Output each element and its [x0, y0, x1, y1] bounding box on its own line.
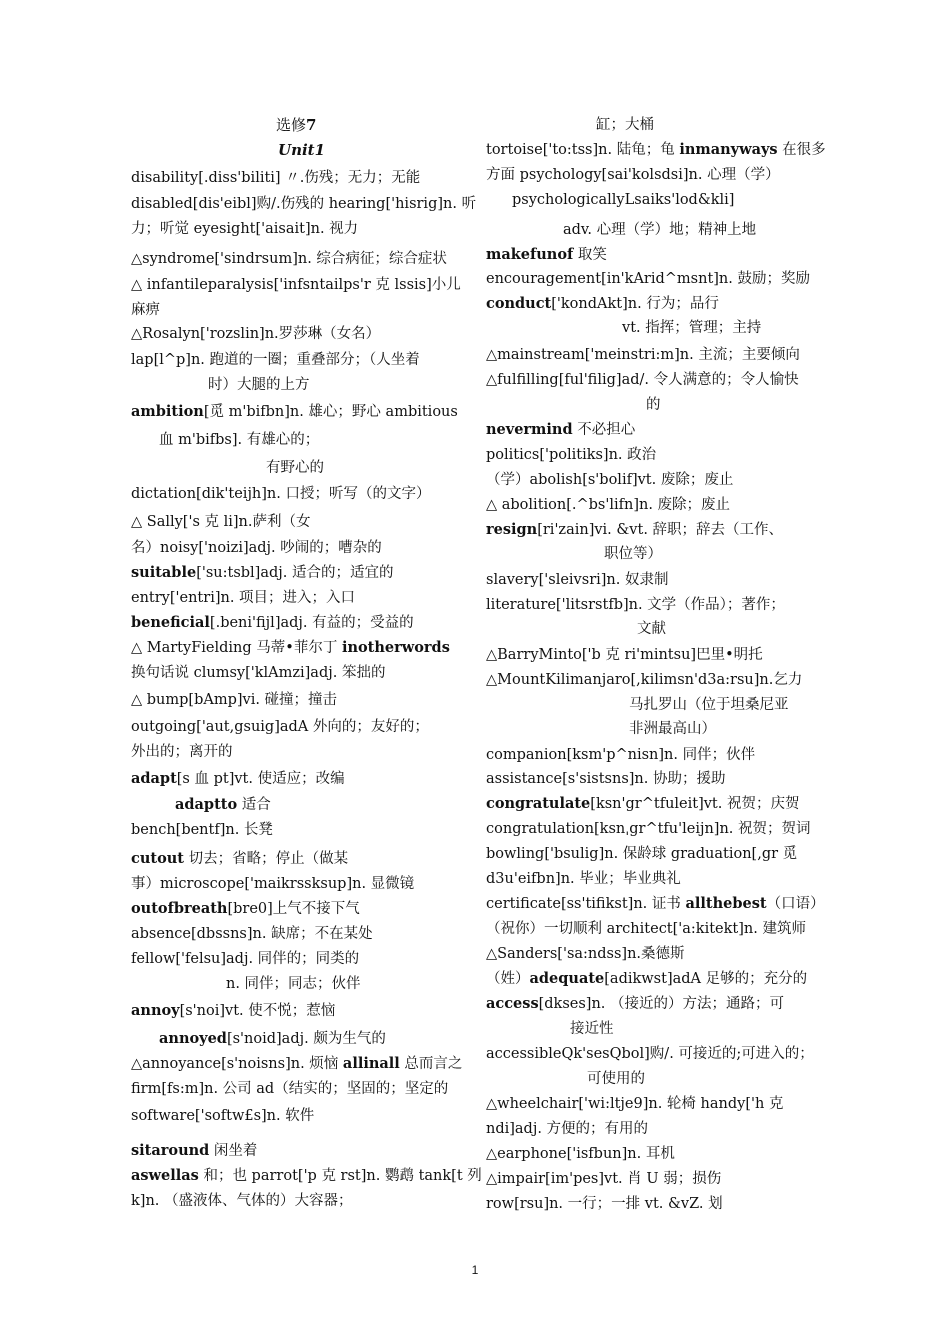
glossary-line — [131, 925, 373, 943]
glossary-line — [131, 276, 461, 294]
glossary-line — [486, 845, 797, 863]
entry-text: △earphone['isfbun]n. 耳机 — [486, 1146, 675, 1162]
glossary-line — [486, 496, 730, 514]
glossary-line — [131, 301, 160, 319]
entry-text: 麻痹 — [131, 302, 160, 318]
glossary-line — [486, 421, 635, 439]
glossary-line — [629, 696, 789, 714]
glossary-line — [131, 850, 348, 868]
glossary-line — [131, 1080, 448, 1098]
entry-text: disabled[dis'eibl]购/.伤残的 hearing['hisrig]n. 听 — [131, 196, 477, 212]
headword: annoy — [131, 1002, 180, 1019]
entry-text: 血 m'bifbs]. 有雄心的； — [159, 432, 320, 448]
glossary-line — [486, 1195, 723, 1213]
glossary-line — [637, 620, 666, 638]
entry-text: △wheelchair['wi:ltje9]n. 轮椅 handy['h 克 — [486, 1096, 784, 1112]
headword: makefunof — [486, 246, 574, 263]
glossary-line — [486, 295, 719, 313]
headword: access — [486, 995, 539, 1012]
entry-text: [.beni'fijl]adj. 有益的；受益的 — [209, 615, 414, 631]
glossary-line — [486, 471, 733, 489]
entry-text: fellow['felsu]adj. 同伴的；同类的 — [131, 951, 360, 967]
glossary-line — [131, 1142, 257, 1160]
entry-text: △Sanders['sa:ndss]n.桑德斯 — [486, 946, 685, 962]
glossary-line — [486, 920, 806, 938]
glossary-line — [486, 746, 755, 764]
glossary-line — [486, 270, 810, 288]
entry-text: △syndrome['sindrsum]n. 综合病征；综合症状 — [131, 251, 447, 267]
glossary-line — [131, 691, 337, 709]
entry-text: outgoing['aut,gsuig]adA 外向的；友好的； — [131, 719, 429, 735]
book-title — [276, 116, 316, 134]
glossary-line — [131, 900, 360, 918]
phrase: allthebest — [685, 895, 767, 912]
entry-text: slavery['sleivsri]n. 奴隶制 — [486, 572, 669, 588]
entry-text: 闲坐着 — [209, 1143, 258, 1159]
headword: beneficial — [131, 614, 210, 631]
glossary-line — [486, 371, 799, 389]
entry-text: encouragement[in'kArid^msnt]n. 鼓励；奖励 — [486, 271, 810, 287]
entry-text: [ri'zain]vi. &vt. 辞职；辞去（工作、 — [537, 522, 784, 538]
entry-text: （口语） — [766, 896, 825, 912]
book-title-text: 选修 — [276, 116, 307, 134]
glossary-line — [629, 720, 716, 738]
entry-text: assistance[s'sistsns]n. 协助；援助 — [486, 771, 726, 787]
glossary-line — [486, 1170, 721, 1188]
glossary-line — [208, 376, 310, 394]
entry-text: △annoyance[s'noisns]n. 烦恼 — [131, 1056, 343, 1072]
entry-text: △ infantileparalysis['infsntailps'r 克 lssis]小儿 — [131, 277, 461, 293]
entry-text: 事）microscope['maikrssksup]n. 显微镜 — [131, 876, 415, 892]
glossary-line — [131, 513, 311, 531]
glossary-line — [486, 246, 607, 264]
glossary-line — [226, 975, 361, 993]
headword: nevermind — [486, 421, 573, 438]
glossary-line — [486, 166, 780, 184]
entry-text: row[rsu]n. 一行；一排 vt. &vZ. 划 — [486, 1196, 723, 1212]
entry-text: △ bump[bAmp]vi. 碰撞；撞击 — [131, 692, 338, 708]
entry-text: entry['entri]n. 项目；进入；入口 — [131, 590, 356, 606]
glossary-line — [131, 485, 431, 503]
glossary-line — [131, 639, 450, 657]
glossary-line — [131, 539, 382, 557]
entry-text: tortoise['to:tss]n. 陆龟；龟 — [486, 142, 680, 158]
headword: sitaround — [131, 1142, 210, 1159]
headword: adapt — [131, 770, 177, 787]
glossary-line — [486, 571, 668, 589]
entry-text: [dkses]n. （接近的）方法；通路；可 — [538, 996, 785, 1012]
entry-text: △ abolition[.^bs'lifn]n. 废除；废止 — [486, 497, 731, 513]
entry-text: certificate[ss'tifikst]n. 证书 — [486, 896, 686, 912]
entry-text: 取笑 — [573, 247, 607, 263]
glossary-line — [486, 945, 685, 963]
entry-text: congratulation[ksnˌgr^tfu'leijn]n. 祝贺；贺词 — [486, 821, 811, 837]
entry-text: adv. 心理（学）地；精神上地 — [563, 222, 757, 238]
glossary-line — [131, 1107, 314, 1125]
glossary-line — [131, 743, 233, 761]
book-number: 7 — [306, 116, 317, 134]
entry-text: △impair[im'pes]vt. 肖 U 弱；损伤 — [486, 1171, 722, 1187]
glossary-line — [131, 403, 458, 421]
glossary-line — [646, 396, 661, 414]
entry-text: 文献 — [637, 621, 666, 637]
glossary-line — [131, 821, 273, 839]
entry-text: [觅 m'bifbn]n. 雄心；野心 ambitious — [203, 404, 458, 420]
glossary-line — [512, 191, 734, 209]
entry-text: firm[fs:m]n. 公司 ad（结实的；坚固的；坚定的 — [131, 1081, 449, 1097]
glossary-line — [596, 116, 654, 134]
glossary-line — [131, 950, 359, 968]
glossary-line — [131, 718, 429, 736]
entry-text: k]n. （盛液体、气体的）大容器； — [131, 1193, 353, 1209]
glossary-line — [131, 325, 380, 343]
entry-text: 不必担心 — [572, 422, 636, 438]
glossary-line — [486, 995, 784, 1013]
entry-text: 换句话说 clumsy['klAmzi]adj. 笨拙的 — [131, 665, 386, 681]
entry-text: △Rosalyn['rozslin]n.罗莎琳（女名） — [131, 326, 381, 342]
entry-text: bowling['bsulig]n. 保龄球 graduation[,gr 觅 — [486, 846, 798, 862]
glossary-line — [486, 346, 800, 364]
glossary-line — [486, 770, 725, 788]
glossary-line — [159, 1030, 386, 1048]
glossary-line — [131, 250, 447, 268]
glossary-line — [604, 545, 662, 563]
entry-text: psychologicallyLsaiks'lod&kli] — [512, 192, 735, 208]
glossary-line — [486, 795, 799, 813]
entry-text: disability[.diss'biliti] 〃.伤残；无力；无能 — [131, 170, 421, 186]
entry-text: 马扎罗山（位于坦桑尼亚 — [629, 697, 789, 713]
entry-text: （姓） — [486, 971, 530, 987]
glossary-line — [131, 195, 476, 213]
entry-text: 切去；省略；停止（做某 — [183, 851, 349, 867]
unit-title — [278, 141, 325, 159]
glossary-line — [266, 459, 324, 477]
entry-text: △MountKilimanjaro[,kilimsn'd3a:rsu]n.乞力 — [486, 672, 803, 688]
entry-text: n. 同伴；同志；伙伴 — [226, 976, 361, 992]
entry-text: accessibleQk'sesQbol]购/. 可接近的;可进入的； — [486, 1046, 814, 1062]
entry-text: ['kondAkt]n. 行为；品行 — [551, 296, 719, 312]
headword: resign — [486, 521, 538, 538]
entry-text: bench[bentf]n. 长凳 — [131, 822, 273, 838]
glossary-line — [159, 431, 319, 449]
glossary-line — [131, 351, 420, 369]
glossary-line — [570, 1020, 614, 1038]
glossary-line — [131, 614, 414, 632]
glossary-line — [486, 646, 763, 664]
headword: adaptto — [175, 796, 238, 813]
entry-text: [ksn'gr^tfuleit]vt. 祝贺；庆贺 — [590, 796, 800, 812]
entry-text: 缸；大桶 — [596, 117, 654, 133]
glossary-line — [486, 970, 807, 988]
glossary-line — [131, 1002, 335, 1020]
glossary-line — [486, 1095, 783, 1113]
entry-text: [bre0]上气不接下气 — [227, 901, 360, 917]
entry-text: 外出的；离开的 — [131, 744, 233, 760]
glossary-line — [486, 1120, 648, 1138]
entry-text: [s 血 pt]vt. 使适应；改编 — [176, 771, 345, 787]
entry-text: software['softw£s]n. 软件 — [131, 1108, 315, 1124]
entry-text: 的 — [646, 397, 661, 413]
entry-text: politics['politiks]n. 政治 — [486, 447, 657, 463]
phrase: allinall — [342, 1055, 400, 1072]
glossary-line — [486, 521, 783, 539]
entry-text: 名）noisy['noizi]adj. 吵闹的；嘈杂的 — [131, 540, 382, 556]
phrase: inotherwords — [341, 639, 450, 656]
headword: aswellas — [131, 1167, 199, 1184]
entry-text: absence[dbssns]n. 缺席；不在某处 — [131, 926, 373, 942]
headword: suitable — [131, 564, 197, 581]
entry-text: [adikwst]adA 足够的；充分的 — [604, 971, 808, 987]
glossary-line — [486, 141, 826, 159]
entry-text: ndi]adj. 方便的；有用的 — [486, 1121, 649, 1137]
headword: conduct — [486, 295, 552, 312]
headword: congratulate — [486, 795, 591, 812]
headword: annoyed — [159, 1030, 227, 1047]
entry-text: ['su:tsbl]adj. 适合的；适宜的 — [196, 565, 394, 581]
entry-text: 总而言之 — [399, 1056, 463, 1072]
entry-text: d3u'eifbn]n. 毕业；毕业典礼 — [486, 871, 681, 887]
headword: outofbreath — [131, 900, 228, 917]
entry-text: △BarryMinto['b 克 ri'mintsu]巴里•明托 — [486, 647, 763, 663]
glossary-line — [486, 820, 811, 838]
entry-text: △fulfilling[ful'filig]ad/. 令人满意的；令人愉快 — [486, 372, 799, 388]
entry-text: dictation[dik'teijh]n. 口授；听写（的文字） — [131, 486, 431, 502]
unit-title-text: Unit1 — [278, 141, 326, 159]
headword: ambition — [131, 403, 204, 420]
phrase: adequate — [529, 970, 605, 987]
entry-text: 接近性 — [570, 1021, 614, 1037]
glossary-line — [131, 169, 420, 187]
entry-text: companion[ksm'p^nisn]n. 同伴；伙伴 — [486, 747, 756, 763]
entry-text: 可使用的 — [587, 1071, 645, 1087]
glossary-line — [175, 796, 271, 814]
entry-text: △ Sally['s 克 li]n.萨利（女 — [131, 514, 311, 530]
entry-text: △mainstream['meinstri:m]n. 主流；主要倾向 — [486, 347, 800, 363]
glossary-line — [131, 1167, 482, 1185]
entry-text: （学）abolish[s'bolif]vt. 废除；废止 — [486, 472, 734, 488]
glossary-line — [131, 589, 355, 607]
glossary-line — [486, 895, 825, 913]
entry-text: 适合 — [237, 797, 271, 813]
glossary-line — [486, 1045, 814, 1063]
entry-text: literature['litsrstfb]n. 文学（作品）；著作； — [486, 597, 785, 613]
glossary-line — [587, 1070, 645, 1088]
glossary-line — [622, 319, 761, 337]
glossary-line — [486, 671, 802, 689]
entry-text: 在很多 — [777, 142, 826, 158]
glossary-line — [131, 1192, 353, 1210]
glossary-line — [131, 770, 345, 788]
entry-text: 力；听觉 eyesight['aisait]n. 视力 — [131, 221, 359, 237]
entry-text: 非洲最高山） — [629, 721, 716, 737]
glossary-line — [131, 875, 414, 893]
glossary-line — [131, 220, 358, 238]
glossary-line — [486, 1145, 675, 1163]
glossary-line — [486, 870, 681, 888]
glossary-line — [563, 221, 756, 239]
entry-text: 时）大腿的上方 — [208, 377, 310, 393]
glossary-line — [131, 1055, 462, 1073]
glossary-line — [131, 564, 393, 582]
headword: cutout — [131, 850, 184, 867]
entry-text: △ MartyFielding 马蒂•菲尔丁 — [131, 640, 342, 656]
glossary-line — [486, 446, 656, 464]
entry-text: 和；也 parrot['p 克 rst]n. 鹦鹉 tank[t 列 — [198, 1168, 482, 1184]
entry-text: lap[l^p]n. 跑道的一圈；重叠部分；（人坐着 — [131, 352, 420, 368]
entry-text: 有野心的 — [266, 460, 324, 476]
entry-text: 方面 psychology[sai'kolsdsi]n. 心理（学） — [486, 167, 780, 183]
entry-text: [s'noid]adj. 颇为生气的 — [226, 1031, 386, 1047]
glossary-line — [486, 596, 785, 614]
glossary-line — [131, 664, 385, 682]
entry-text: [s'noi]vt. 使不悦；惹恼 — [179, 1003, 336, 1019]
entry-text: vt. 指挥；管理；主持 — [622, 320, 762, 336]
entry-text: （祝你）一切顺利 architect['a:kitekt]n. 建筑师 — [486, 921, 806, 937]
phrase: inmanyways — [679, 141, 778, 158]
page-number: 1 — [471, 1263, 479, 1277]
entry-text: 职位等） — [604, 546, 662, 562]
